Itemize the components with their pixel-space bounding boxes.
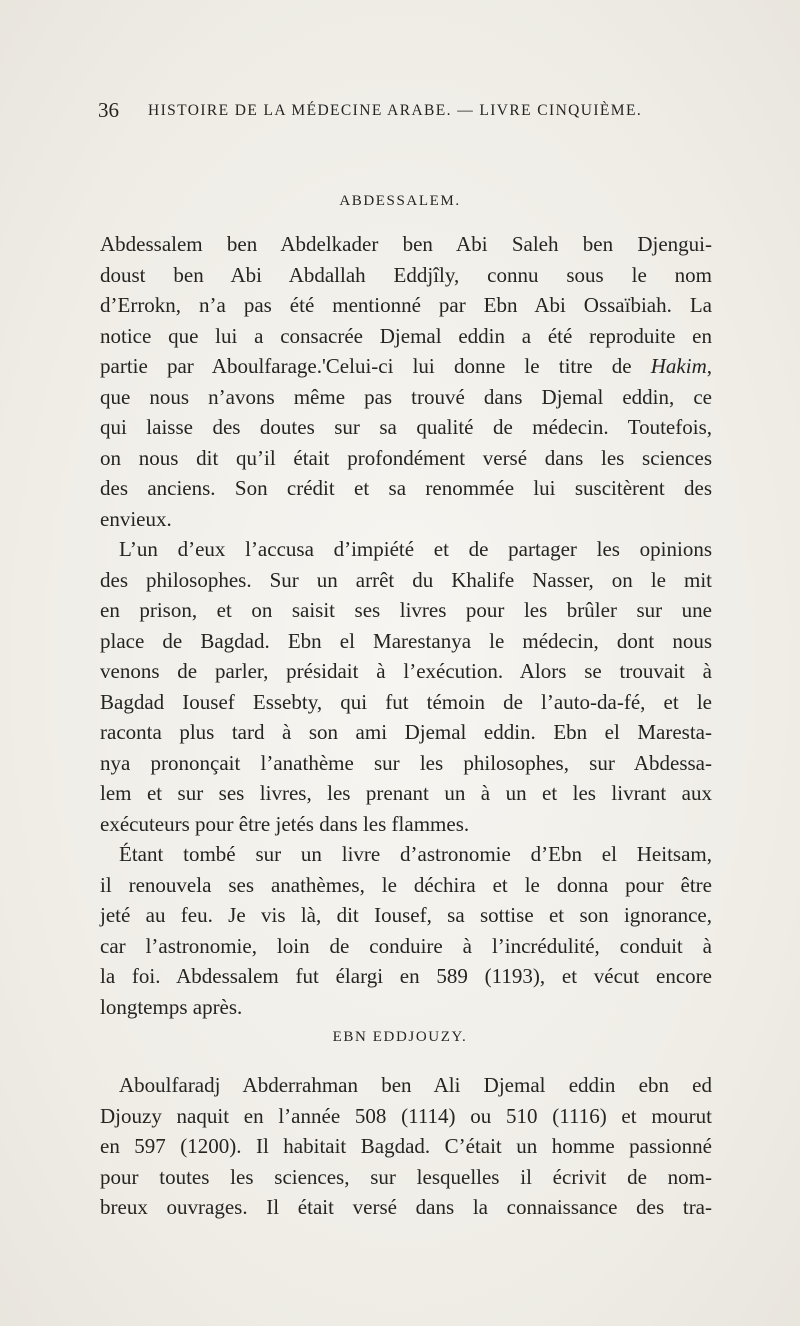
text-line: en prison, et on saisit ses livres pour les brûler sur une [100, 598, 712, 622]
text-line: partie par Aboulfarage.'Celui-ci lui donne le titre de Hakim, [100, 354, 712, 378]
text-line: exécuteurs pour être jetés dans les flammes. [100, 811, 470, 836]
text-line: lem et sur ses livres, les prenant un à un et les livrant aux [100, 781, 712, 805]
text-line: doust ben Abi Abdallah Eddjîly, connu sous le nom [100, 262, 712, 287]
text-line: L’un d’eux l’accusa d’impiété et de partager les opinions [119, 537, 712, 561]
text-line: Étant tombé sur un livre d’astronomie d’Ebn el Heitsam, [119, 842, 712, 866]
italic-term: Hakim [650, 354, 707, 378]
text-line: que nous n’avons même pas trouvé dans Djemal eddin, ce [100, 384, 712, 409]
section-heading-abdessalem: ABDESSALEM. [339, 193, 461, 209]
section-heading-ebn-eddjouzy: EBN EDDJOUZY. [332, 1029, 468, 1045]
text-line: on nous dit qu’il était profondément versé dans les sciences [100, 445, 712, 470]
text-line: Abdessalem ben Abdelkader ben Abi Saleh ben Djengui- [100, 232, 712, 256]
text-line: breux ouvrages. Il était versé dans la connaissance des tra- [100, 1195, 712, 1219]
text-line: Aboulfaradj Abderrahman ben Ali Djemal eddin ebn ed [119, 1073, 712, 1097]
text-line: nya prononçait l’anathème sur les philosophes, sur Abdessa- [100, 750, 712, 775]
text-line: qui laisse des doutes sur sa qualité de médecin. Toutefois, [100, 415, 712, 439]
text-line: des philosophes. Sur un arrêt du Khalife Nasser, on le mit [100, 567, 712, 592]
running-header [98, 98, 708, 126]
page-number: 36 [98, 98, 119, 122]
text-line: Bagdad Iousef Essebty, qui fut témoin de l’auto-da-fé, et le [100, 689, 712, 714]
text-line: venons de parler, présidait à l’exécution. Alors se trouvait à [100, 659, 712, 683]
text-line: raconta plus tard à son ami Djemal eddin. Ebn el Maresta- [100, 720, 712, 744]
text-line: la foi. Abdessalem fut élargi en 589 (1193), et vécut encore [100, 964, 712, 988]
text-line: d’Errokn, n’a pas été mentionné par Ebn Abi Ossaïbiah. La [100, 293, 712, 317]
section-body-abdessalem [100, 229, 712, 1022]
text-line: en 597 (1200). Il habitait Bagdad. C’était un homme passionné [100, 1134, 712, 1158]
text-line: longtemps après. [100, 994, 243, 1019]
section-body-ebn-eddjouzy [100, 1070, 712, 1223]
text-line: pour toutes les sciences, sur lesquelles il écrivit de nom- [100, 1164, 712, 1189]
text-line: car l’astronomie, loin de conduire à l’incrédulité, conduit à [100, 933, 712, 958]
text-line: des anciens. Son crédit et sa renommée lui suscitèrent des [100, 476, 712, 500]
text-line: il renouvela ses anathèmes, le déchira et le donna pour être [100, 872, 712, 897]
text-line: place de Bagdad. Ebn el Marestanya le médecin, dont nous [100, 628, 712, 653]
text-line: jeté au feu. Je vis là, dit Iousef, sa sottise et son ignorance, [100, 903, 712, 927]
running-title: HISTOIRE DE LA MÉDECINE ARABE. — LIVRE CINQUIÈME. [148, 102, 643, 119]
text-line: Djouzy naquit en l’année 508 (1114) ou 510 (1116) et mourut [100, 1103, 712, 1128]
text-line: notice que lui a consacrée Djemal eddin a été reproduite en [100, 323, 712, 348]
text-line: envieux. [100, 506, 172, 531]
